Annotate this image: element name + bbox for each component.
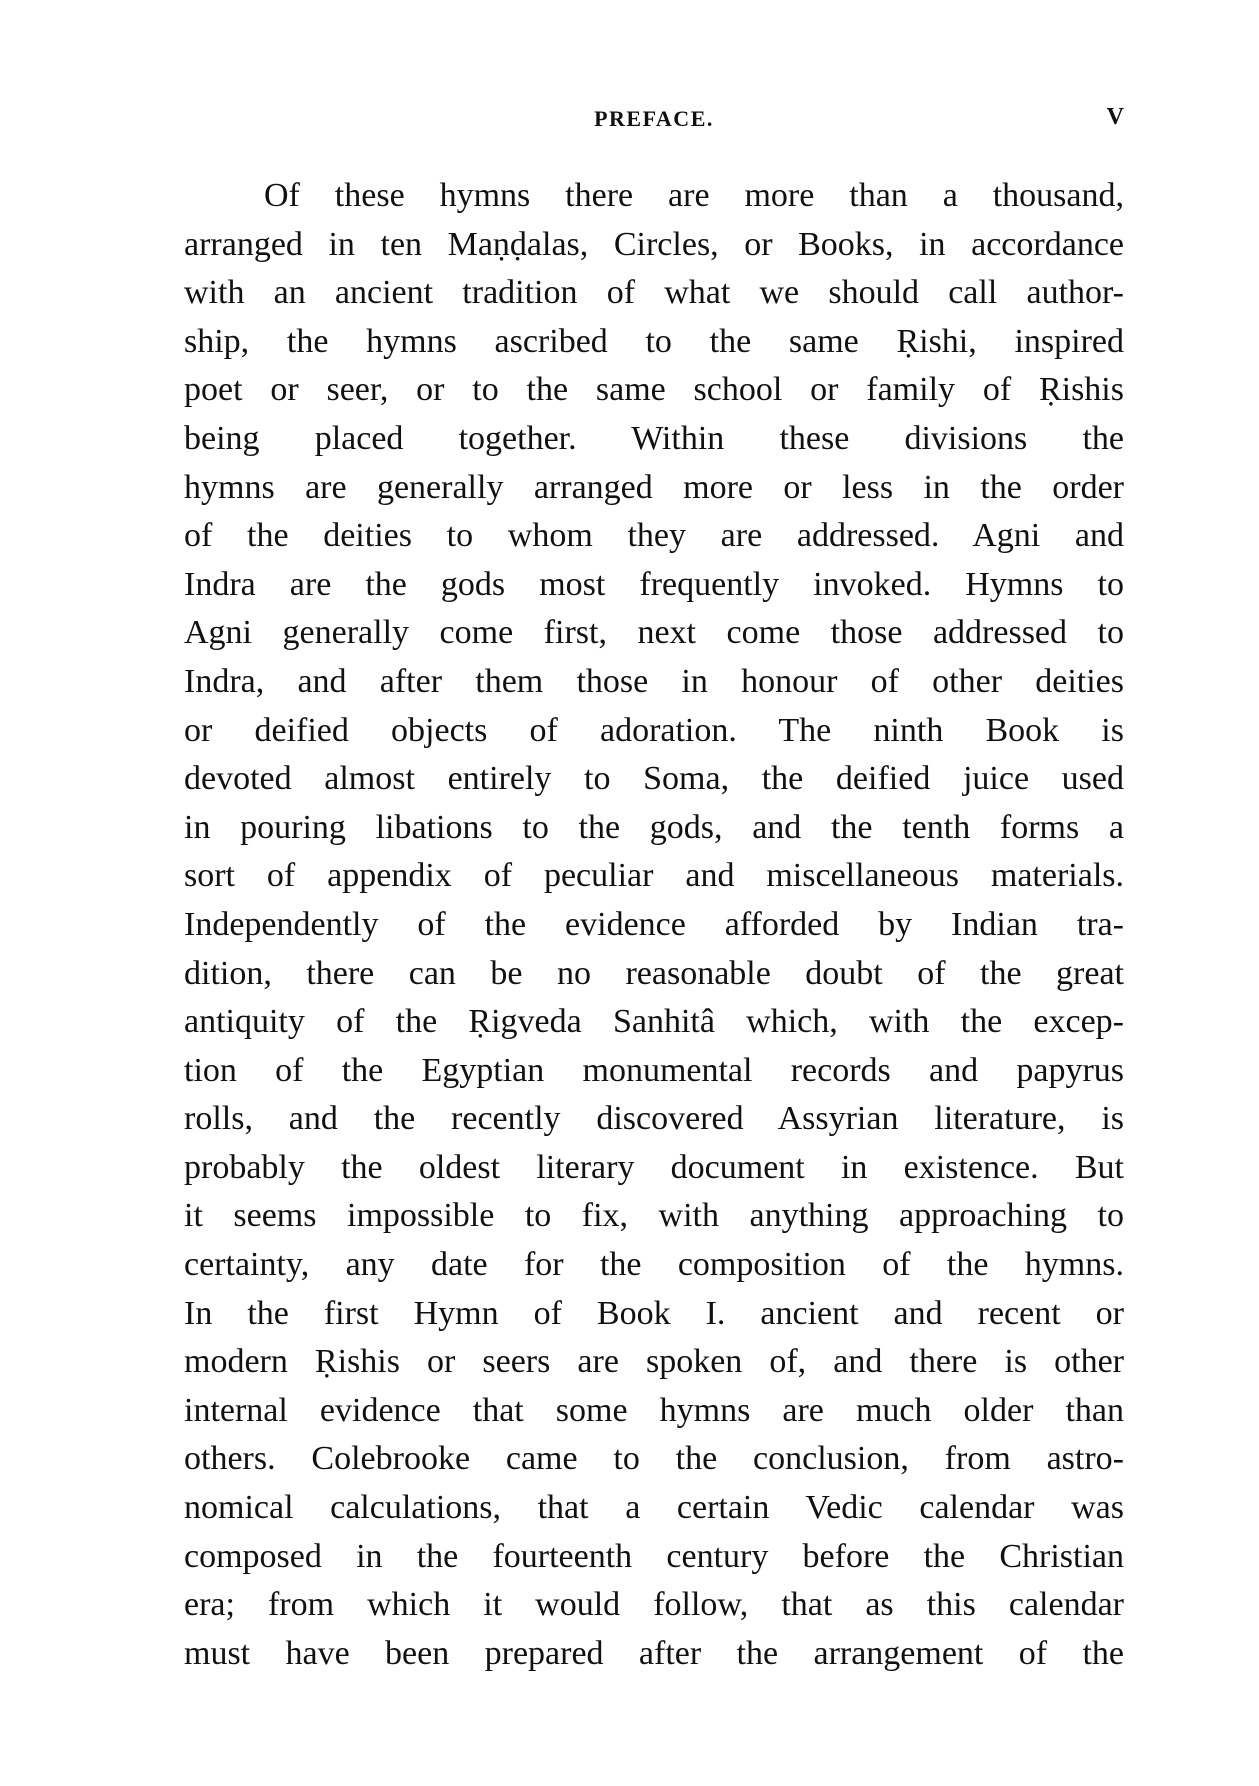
text-line: it seems impossible to fix, with anything approaching to [184, 1197, 1124, 1235]
text-line: poet or seer, or to the same school or family of Ṛishis [184, 371, 1124, 409]
text-line: of the deities to whom they are addressed. Agni and [184, 517, 1124, 555]
text-line: sort of appendix of peculiar and miscellaneous materials. [184, 857, 1124, 895]
text-line: arranged in ten Maṇḍalas, Circles, or Books, in accordance [184, 225, 1124, 263]
text-line: era; from which it would follow, that as this calendar [184, 1586, 1124, 1624]
text-line: Indra, and after them those in honour of other deities [184, 662, 1124, 700]
text-line: Indra are the gods most frequently invoked. Hymns to [184, 565, 1124, 603]
running-title: PREFACE. [594, 106, 714, 131]
text-line: being placed together. Within these divisions the [184, 419, 1124, 457]
page-number: V [1106, 104, 1124, 130]
text-line: rolls, and the recently discovered Assyrian literature, is [184, 1100, 1124, 1138]
text-line: with an ancient tradition of what we should call author- [184, 274, 1124, 312]
text-line: Agni generally come first, next come those addressed to [184, 614, 1124, 652]
text-line: others. Colebrooke came to the conclusion, from astro- [184, 1440, 1124, 1478]
text-line: ship, the hymns ascribed to the same Ṛishi, inspired [184, 322, 1124, 360]
text-line: Of these hymns there are more than a thousand, [264, 177, 1124, 214]
text-line: or deified objects of adoration. The ninth Book is [184, 711, 1124, 749]
text-line: internal evidence that some hymns are much older than [184, 1391, 1124, 1429]
body-text [184, 172, 1124, 1678]
text-line: composed in the fourteenth century before the Christian [184, 1537, 1124, 1575]
text-line: tion of the Egyptian monumental records and papyrus [184, 1051, 1124, 1089]
text-line: nomical calculations, that a certain Vedic calendar was [184, 1489, 1124, 1527]
text-line: in pouring libations to the gods, and the tenth forms a [184, 808, 1124, 846]
text-line: hymns are generally arranged more or less in the order [184, 468, 1124, 506]
text-line: antiquity of the Ṛigveda Sanhitâ which, with the excep- [184, 1003, 1124, 1041]
text-line: dition, there can be no reasonable doubt of the great [184, 954, 1124, 992]
text-line: probably the oldest literary document in existence. But [184, 1148, 1124, 1186]
text-line: modern Ṛishis or seers are spoken of, and there is other [184, 1343, 1124, 1381]
running-head [184, 102, 1124, 142]
text-line: must have been prepared after the arrangement of the [184, 1634, 1124, 1672]
text-line: Independently of the evidence afforded by Indian tra- [184, 905, 1124, 943]
text-line: devoted almost entirely to Soma, the deified juice used [184, 760, 1124, 798]
text-line: certainty, any date for the composition of the hymns. [184, 1246, 1124, 1284]
text-line: In the first Hymn of Book I. ancient and recent or [184, 1294, 1124, 1332]
